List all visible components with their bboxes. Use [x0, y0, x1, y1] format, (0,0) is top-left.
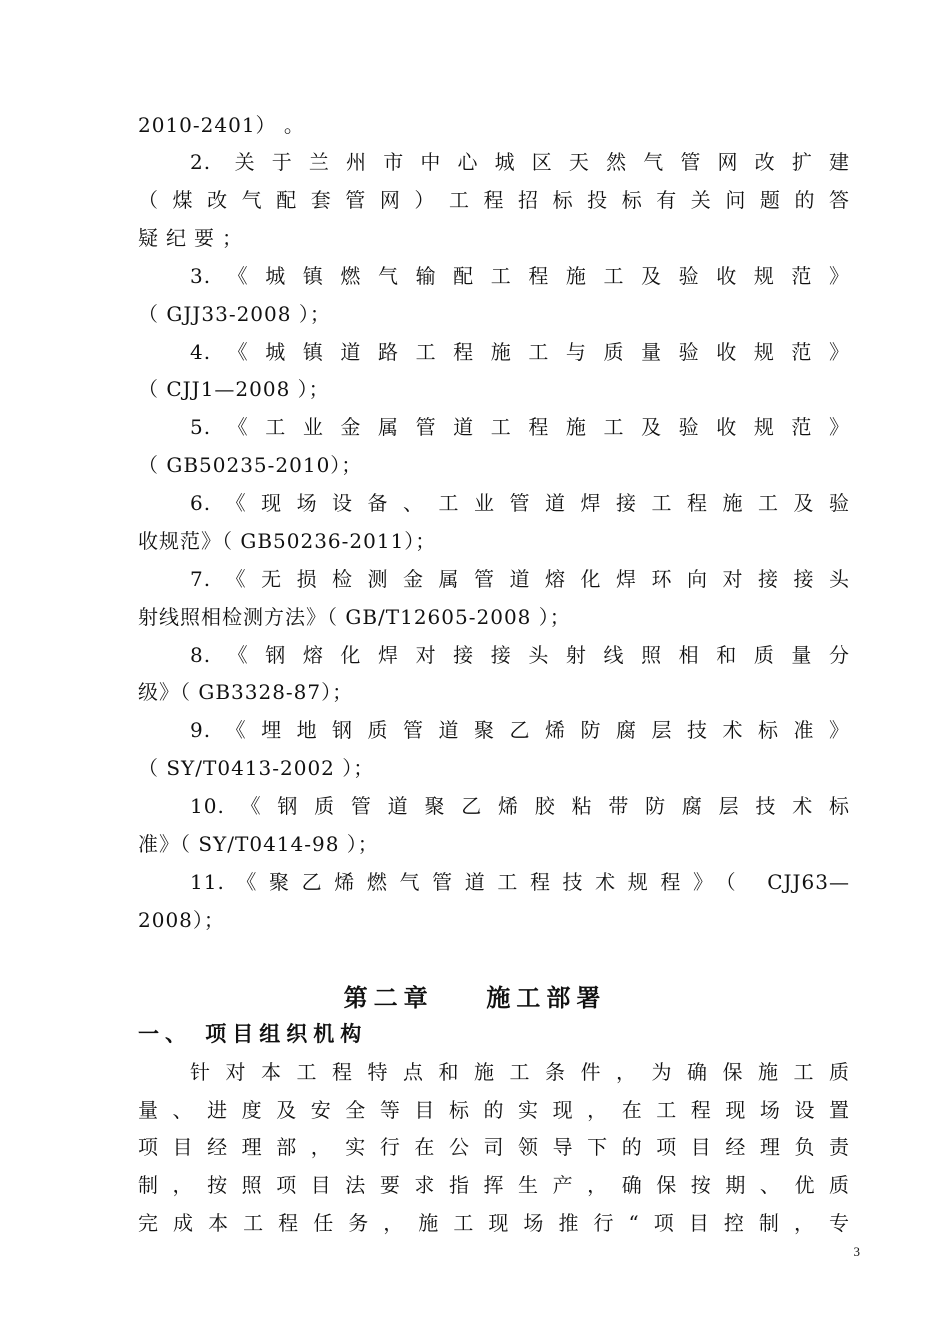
text-line: 收规范》（ GB50236-2011）； — [138, 529, 437, 553]
text-line: 8.《钢熔化焊对接接头射线照相和质量分 — [190, 643, 850, 667]
body-text-line: 项目经理部，实行在公司领导下的项目经理负责 — [138, 1135, 850, 1159]
text-line: （ CJJ1—2008 ）； — [138, 377, 330, 401]
chapter-heading — [0, 976, 950, 1020]
text-line: 射线照相检测方法》（ GB/T12605-2008 ）； — [138, 605, 571, 629]
section-heading: 一、 项目组织机构 — [138, 1022, 368, 1046]
text-line: （ GJJ33-2008 ）； — [138, 302, 331, 326]
text-line: 4.《城镇道路工程施工与质量验收规范》 — [190, 340, 850, 364]
text-line: （ SY/T0413-2002 ）； — [138, 756, 375, 780]
body-text-line: 完成本工程任务，施工现场推行“项目控制，专 — [138, 1211, 850, 1235]
text-line: 2008）； — [138, 908, 225, 932]
chapter-title: 施工部署 — [486, 984, 607, 1012]
body-text-line: 制，按照项目法要求指挥生产，确保按期、优质 — [138, 1173, 850, 1197]
body-text-line: 量、进度及安全等目标的实现，在工程现场设置 — [138, 1098, 850, 1122]
text-line: 10.《钢质管道聚乙烯胶粘带防腐层技术标 — [190, 794, 850, 818]
text-line: 级》（ GB3328-87）； — [138, 680, 354, 704]
text-line: 疑纪要； — [138, 226, 250, 250]
text-line: （ GB50235-2010）； — [138, 453, 363, 477]
chapter-number: 第二章 — [343, 984, 434, 1012]
body-text-line: 针对本工程特点和施工条件，为确保施工质 — [190, 1060, 850, 1084]
text-line: 2010-2401） 。 — [138, 113, 305, 137]
text-line: 5.《工业金属管道工程施工及验收规范》 — [190, 415, 850, 439]
text-line: 11.《聚乙烯燃气管道工程技术规程》（ CJJ63— — [190, 870, 850, 894]
text-line: 6.《现场设备、工业管道焊接工程施工及验 — [190, 491, 850, 515]
text-line: 3.《城镇燃气输配工程施工及验收规范》 — [190, 264, 850, 288]
text-line: 2. 关于兰州市中心城区天然气管网改扩建 — [190, 150, 850, 174]
page-number: 3 — [853, 1244, 860, 1259]
text-line: （煤改气配套管网）工程招标投标有关问题的答 — [138, 188, 850, 212]
text-line: 7.《无损检测金属管道熔化焊环向对接接头 — [190, 567, 850, 591]
text-line: 准》（ SY/T0414-98 ）； — [138, 832, 379, 856]
text-line: 9.《埋地钢质管道聚乙烯防腐层技术标准》 — [190, 718, 850, 742]
